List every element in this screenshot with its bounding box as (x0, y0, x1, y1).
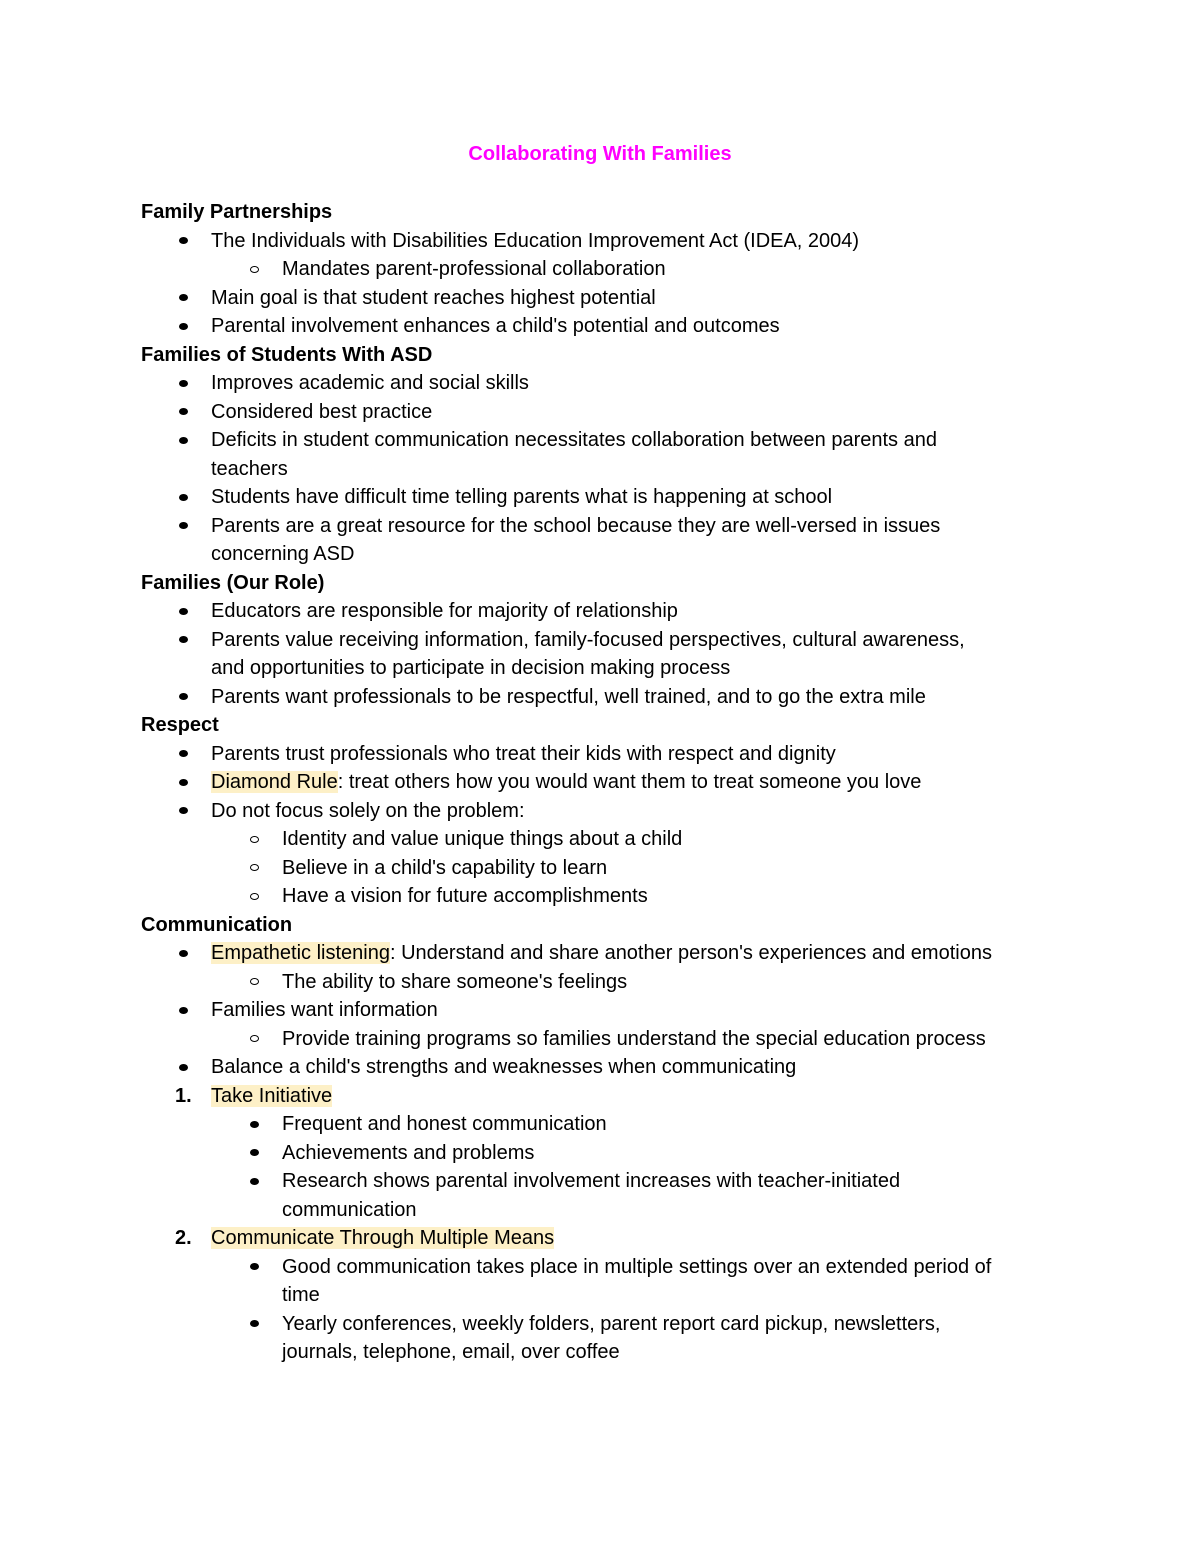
bullet-icon (242, 1167, 266, 1196)
sub-list-item (141, 255, 1071, 284)
sub-list-item-text: Frequent and honest communication (282, 1113, 607, 1135)
list-item-text: Balance a child's strengths and weaknesses when communicating (211, 1056, 797, 1078)
bullet-icon (171, 284, 195, 313)
bullet-icon (171, 312, 195, 341)
sub-list-item (141, 1310, 1071, 1339)
sub-list-item-text: Identity and value unique things about a child (282, 828, 683, 850)
sub-list-item (141, 968, 1071, 997)
section-heading-our-role: Families (Our Role) (141, 571, 325, 594)
list-item (141, 426, 1071, 455)
bullet-icon (171, 996, 195, 1025)
list-item-text: Deficits in student communication necessitates collaboration between parents and (211, 429, 937, 451)
list-item (141, 740, 1071, 769)
list-item-continuation: and opportunities to participate in decision making process (211, 657, 731, 679)
hollow-bullet-icon (242, 255, 266, 284)
list-number: 2. (175, 1227, 192, 1249)
sub-list-item-continuation: time (282, 1284, 320, 1306)
sub-list-item-continuation: journals, telephone, email, over coffee (282, 1341, 620, 1363)
list-item-text: The Individuals with Disabilities Education Improvement Act (IDEA, 2004) (211, 229, 860, 252)
sub-list-item (141, 854, 1071, 883)
list-item-text: Parents are a great resource for the school because they are well-versed in issues (211, 514, 941, 537)
list-item (141, 312, 1071, 341)
list-item (141, 768, 1071, 797)
sub-list-item-text: Good communication takes place in multiple settings over an extended period of (282, 1255, 992, 1278)
sub-list-item (141, 1110, 1071, 1139)
list-item-text: Considered best practice (211, 400, 433, 423)
bullet-icon (242, 1253, 266, 1282)
hollow-bullet-icon (242, 882, 266, 911)
bullet-icon (242, 1110, 266, 1139)
list-item (141, 369, 1071, 398)
list-item-text: Parental involvement enhances a child's potential and outcomes (211, 315, 780, 337)
section-heading-respect: Respect (141, 714, 219, 736)
sub-list-item-text: Provide training programs so families understand the special education process (282, 1027, 986, 1050)
sub-list-item (141, 1253, 1071, 1282)
sub-list-item (141, 825, 1071, 854)
section-heading-communication: Communication (141, 913, 293, 936)
highlighted-term-diamond-rule: Diamond Rule (211, 771, 338, 793)
hollow-bullet-icon (242, 854, 266, 883)
sub-list-item-text: Have a vision for future accomplishments (282, 885, 648, 907)
sub-list-item-text: Mandates parent-professional collaboration (282, 258, 666, 280)
sub-list-item (141, 882, 1071, 911)
bullet-icon (171, 740, 195, 769)
list-item-text: Improves academic and social skills (211, 372, 529, 394)
bullet-icon (242, 1310, 266, 1339)
list-item (141, 1053, 1071, 1082)
list-item-text: Parents want professionals to be respectful, well trained, and to go the extra mile (211, 685, 926, 708)
list-item (141, 683, 1071, 712)
list-item-text: : Understand and share another person's experiences and emotions (389, 942, 992, 964)
list-item-text: : treat others how you would want them to treat someone you love (337, 771, 922, 793)
list-item-text: Students have difficult time telling parents what is happening at school (211, 486, 833, 508)
highlighted-term-empathetic-listening: Empathetic listening (211, 942, 390, 964)
sub-list-item (141, 1025, 1071, 1054)
list-item (141, 797, 1071, 826)
list-item-text: Main goal is that student reaches highest potential (211, 286, 656, 309)
list-item-text: Families want information (211, 999, 438, 1021)
sub-list-item-text: Research shows parental involvement increases with teacher-initiated (282, 1170, 901, 1192)
list-item-continuation: teachers (211, 457, 288, 480)
list-item-text: Parents value receiving information, family-focused perspectives, cultural awareness, (211, 628, 965, 651)
list-number: 1. (175, 1084, 192, 1107)
list-item-continuation: concerning ASD (211, 543, 355, 565)
list-item (141, 996, 1071, 1025)
sub-list-item-text: The ability to share someone's feelings (282, 970, 628, 993)
sub-list-item-text: Believe in a child's capability to learn (282, 856, 608, 879)
section-heading-family-partnerships: Family Partnerships (141, 201, 333, 223)
bullet-icon (171, 426, 195, 455)
bullet-icon (171, 683, 195, 712)
sub-list-item-text: Achievements and problems (282, 1141, 535, 1164)
sub-list-item-continuation: communication (282, 1198, 417, 1221)
bullet-icon (171, 626, 195, 655)
hollow-bullet-icon (242, 968, 266, 997)
document-body (141, 198, 1071, 1367)
hollow-bullet-icon (242, 825, 266, 854)
bullet-icon (171, 369, 195, 398)
bullet-icon (171, 939, 195, 968)
bullet-icon (171, 597, 195, 626)
bullet-icon (242, 1139, 266, 1168)
highlighted-term-multiple-means: Communicate Through Multiple Means (211, 1227, 555, 1249)
list-item (141, 597, 1071, 626)
highlighted-term-take-initiative: Take Initiative (211, 1084, 333, 1107)
list-item (141, 284, 1071, 313)
list-item (141, 939, 1071, 968)
sub-list-item-text: Yearly conferences, weekly folders, parent report card pickup, newsletters, (282, 1312, 941, 1335)
list-item (141, 512, 1071, 541)
numbered-item (141, 1082, 1071, 1111)
sub-list-item (141, 1139, 1071, 1168)
list-item-text: Do not focus solely on the problem: (211, 799, 525, 822)
bullet-icon (171, 512, 195, 541)
bullet-icon (171, 227, 195, 256)
list-item-text: Parents trust professionals who treat their kids with respect and dignity (211, 742, 836, 765)
bullet-icon (171, 797, 195, 826)
section-heading-asd: Families of Students With ASD (141, 343, 433, 366)
hollow-bullet-icon (242, 1025, 266, 1054)
list-item (141, 483, 1071, 512)
list-item (141, 227, 1071, 256)
bullet-icon (171, 1053, 195, 1082)
list-item-text: Educators are responsible for majority of relationship (211, 600, 678, 622)
list-item (141, 626, 1071, 655)
numbered-item (141, 1224, 1071, 1253)
bullet-icon (171, 768, 195, 797)
list-item (141, 398, 1071, 427)
sub-list-item (141, 1167, 1071, 1196)
bullet-icon (171, 398, 195, 427)
page-title: Collaborating With Families (468, 143, 732, 165)
bullet-icon (171, 483, 195, 512)
